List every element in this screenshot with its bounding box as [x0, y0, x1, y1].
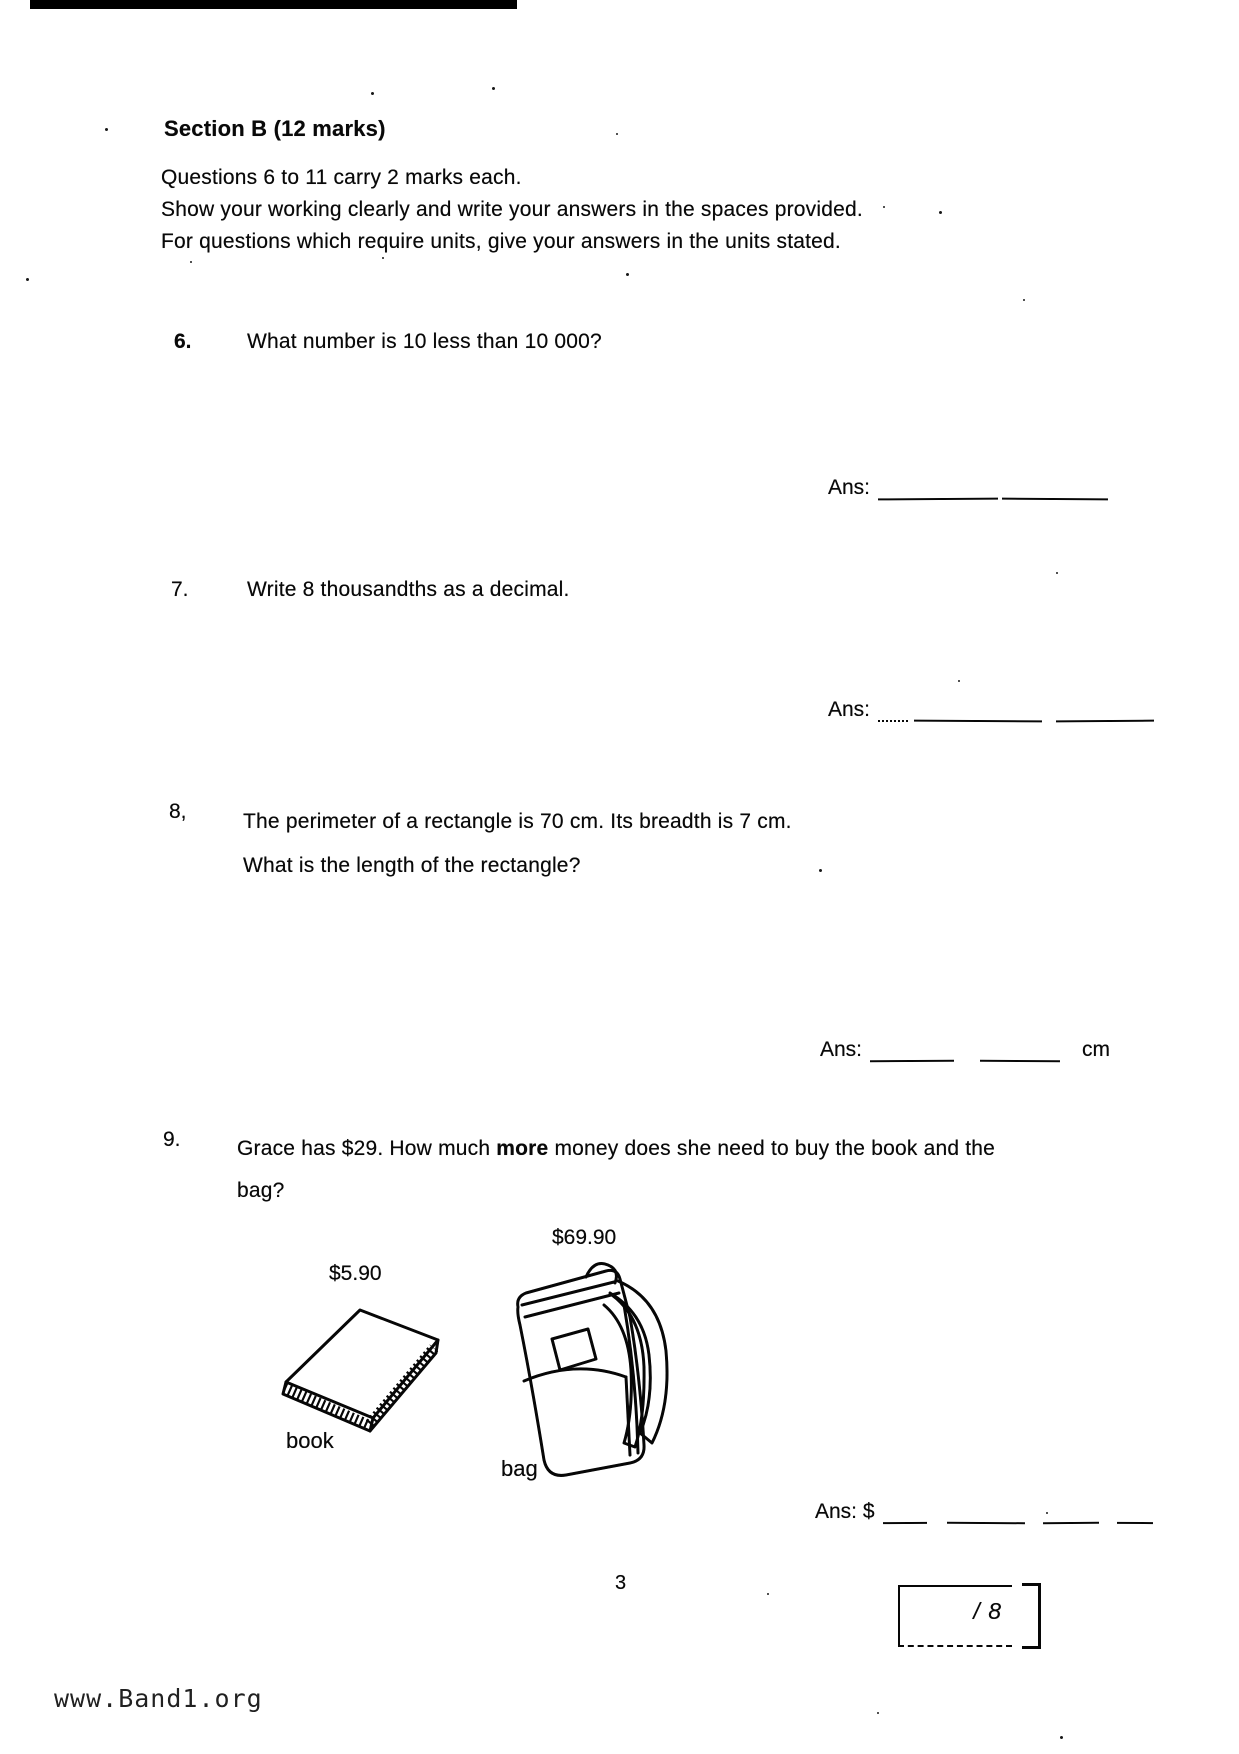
instruction-line: Questions 6 to 11 carry 2 marks each.	[161, 166, 522, 189]
answer-blank-line	[980, 1056, 1060, 1062]
scan-speck	[883, 206, 885, 208]
answer-blank-line	[914, 716, 1042, 723]
answer-blank-line	[1002, 494, 1108, 501]
answer-label: Ans:	[828, 698, 871, 721]
answer-blank-line	[883, 1518, 927, 1524]
bag-top-panel-line	[522, 1282, 614, 1305]
scan-speck	[1056, 572, 1058, 574]
question-8-number: 8,	[169, 800, 187, 823]
marks-box	[898, 1585, 1012, 1647]
answer-blank-line	[878, 494, 998, 501]
question-6-text: What number is 10 less than 10 000?	[247, 330, 602, 353]
bag-front-patch	[552, 1329, 596, 1370]
scan-speck	[382, 257, 384, 259]
scan-speck	[105, 128, 108, 131]
answer-blank-dots	[878, 716, 908, 722]
scan-black-bar	[30, 0, 517, 9]
instructions-paragraph	[161, 162, 863, 258]
scan-speck	[616, 133, 618, 135]
bag-pocket-top	[524, 1369, 626, 1381]
question-9-text	[237, 1128, 1017, 1212]
page-number: 3	[615, 1572, 627, 1594]
answer-blank-line	[1043, 1518, 1099, 1524]
question-6-answer-row	[828, 476, 1108, 500]
answer-label: Ans: $	[815, 1500, 875, 1523]
instruction-line: For questions which require units, give your answers in the units stated.	[161, 230, 841, 253]
question-9-line1: Grace has $29. How much more money does she need to buy the book and the	[237, 1137, 996, 1160]
book-drawing-svg	[276, 1300, 454, 1440]
bag-drawing-svg	[494, 1255, 679, 1485]
answer-blank-line	[870, 1056, 954, 1063]
bold-word: more	[496, 1137, 549, 1160]
book-page-edges-hatch	[284, 1388, 368, 1425]
scan-speck	[958, 680, 960, 682]
book-page-edges-hatch	[370, 1348, 434, 1424]
question-8-line1: The perimeter of a rectangle is 70 cm. Its breadth is 7 cm.	[243, 810, 792, 833]
answer-label: Ans:	[828, 476, 871, 499]
scan-speck	[492, 87, 495, 90]
question-7-answer-row	[828, 698, 1154, 722]
scan-speck	[1023, 299, 1025, 301]
instruction-line: Show your working clearly and write your answers in the spaces provided.	[161, 198, 863, 221]
answer-blank-line	[1117, 1518, 1153, 1524]
scan-speck	[1060, 1736, 1063, 1739]
bag-label: bag	[501, 1456, 538, 1481]
watermark-url: www.Band1.org	[54, 1684, 263, 1713]
section-heading: Section B (12 marks)	[164, 116, 386, 141]
scan-speck	[877, 1712, 879, 1714]
book-illustration	[276, 1300, 454, 1445]
answer-unit: cm	[1082, 1038, 1111, 1061]
question-7-number: 7.	[171, 578, 189, 601]
answer-label: Ans:	[820, 1038, 863, 1061]
marks-score: / 8	[973, 1598, 1002, 1624]
question-7-text: Write 8 thousandths as a decimal.	[247, 578, 570, 601]
answer-blank-line	[1056, 716, 1154, 723]
scan-speck	[190, 261, 192, 263]
question-9-answer-row	[815, 1500, 1153, 1524]
question-8-line2: What is the length of the rectangle?	[243, 854, 581, 877]
question-9-line2: bag?	[237, 1179, 285, 1202]
answer-blank-line	[947, 1518, 1025, 1524]
scan-speck	[626, 273, 629, 276]
marks-box-bracket	[1022, 1583, 1041, 1649]
question-6-number: 6.	[174, 330, 192, 353]
scan-speck	[939, 211, 942, 214]
bag-illustration	[494, 1255, 679, 1490]
book-price: $5.90	[329, 1262, 382, 1285]
bag-strap-outer	[610, 1281, 667, 1443]
question-8-text	[243, 800, 792, 888]
question-8-answer-row	[820, 1038, 1110, 1062]
book-label: book	[286, 1428, 334, 1453]
scan-speck	[26, 278, 29, 281]
book-cover-outline	[286, 1310, 438, 1418]
bag-price: $69.90	[552, 1226, 617, 1249]
scan-speck	[1046, 1512, 1048, 1514]
scan-speck	[371, 92, 374, 95]
scan-speck	[767, 1593, 769, 1595]
question-9-number: 9.	[163, 1128, 181, 1151]
scan-speck	[819, 869, 822, 872]
